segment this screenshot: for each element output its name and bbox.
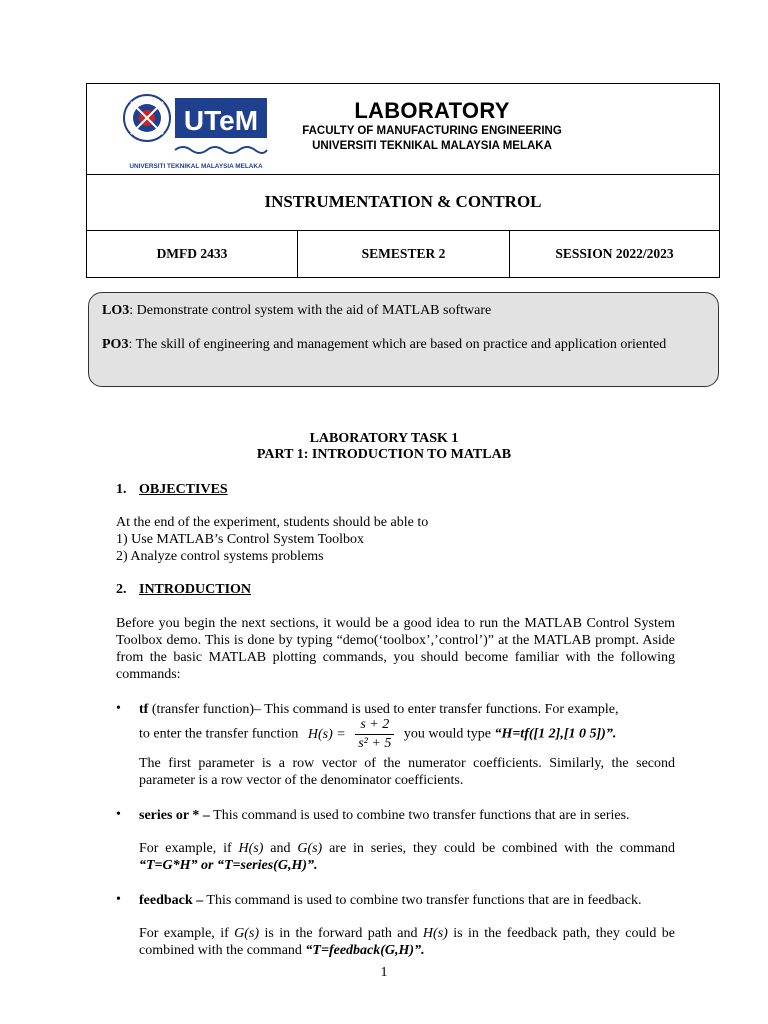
course-title: INSTRUMENTATION & CONTROL [264,192,542,211]
course-title-row [87,174,719,231]
transfer-function-fraction [355,716,394,753]
session: SESSION 2022/2023 [555,246,674,261]
tf-pre-formula: to enter the transfer function [139,726,299,742]
feedback-example [139,925,675,959]
bullet-icon: • [116,701,121,716]
po3-line [102,336,687,353]
feedback-ex-text: is in the forward path and [259,926,423,941]
series-command-name: series or * – [139,808,210,823]
formula-numerator: s + 2 [355,716,394,735]
objective-item: 2) Analyze control systems problems [116,549,324,564]
bullet-icon: • [116,892,121,907]
introduction-number: 2. [116,582,127,597]
feedback-code: “T=feedback(G,H)”. [305,943,425,958]
series-ex-g: G(s) [297,841,323,856]
objective-item: 1) Use MATLAB’s Control System Toolbox [116,532,365,547]
feedback-ex-g: G(s) [234,926,260,941]
tf-post-formula: you would type [403,726,491,742]
task-title: LABORATORY TASK 1 [309,431,459,446]
objectives-heading: OBJECTIVES [139,482,228,497]
series-ex-h: H(s) [238,841,264,856]
faculty-name: FACULTY OF MANUFACTURING ENGINEERING [302,125,562,137]
series-example [139,840,675,874]
lo3-label: LO3 [102,303,130,318]
series-code: “T=G*H” or “T=series(G,H)”. [139,858,318,873]
series-desc: This command is used to combine two transfer functions that are in series. [209,808,630,823]
feedback-desc: This command is used to combine two transfer functions that are in feedback. [203,893,642,908]
feedback-ex-text: For example, if [139,926,235,941]
header-table [86,83,720,278]
page-number: 1 [380,965,388,980]
formula-denominator: s² + 5 [358,736,392,751]
semester: SEMESTER 2 [361,246,446,261]
series-ex-text: are in series, they could be combined with the command [322,841,675,856]
po3-text: : The skill of engineering and management which are based on practice and application oriented [128,337,667,352]
logo-caption: UNIVERSITI TEKNIKAL MALAYSIA MELAKA [129,163,263,170]
lab-title: LABORATORY [354,98,510,123]
introduction-paragraph: Before you begin the next sections, it would be a good idea to run the MATLAB Control System Toolbox demo. This is done by typing “demo(‘toolbox’,’control’)” at the MATLAB prompt. Aside from the basic MATLAB plotting commands, you should become familiar with the following commands: [116,616,675,682]
header-title-row [87,84,719,175]
feedback-description [139,892,675,909]
tf-note: The first parameter is a row vector of the numerator coefficients. Similarly, the second parameter is a row vector of the denominator coefficients. [139,756,675,788]
university-name: UNIVERSITI TEKNIKAL MALAYSIA MELAKA [312,140,552,152]
tf-code: “H=tf([1 2],[1 0 5])”. [494,726,617,742]
lo3-line [102,302,702,319]
task-part: PART 1: INTRODUCTION TO MATLAB [256,447,512,462]
outcomes-box [88,292,719,387]
introduction-heading: INTRODUCTION [139,582,252,597]
lo3-text: : Demonstrate control system with the aid of MATLAB software [129,303,492,318]
logo-wordmark: UTeM [183,105,259,136]
series-ex-text: For example, if [139,841,239,856]
bullet-icon: • [116,807,121,822]
po3-label: PO3 [102,337,129,352]
formula-lhs: H(s) = [307,726,346,742]
course-info-row [87,230,719,278]
course-code: DMFD 2433 [156,246,228,261]
objectives-intro: At the end of the experiment, students should be able to [116,515,429,530]
tf-command-name: tf [139,702,149,717]
feedback-command-name: feedback – [139,893,204,908]
tf-formula-line [139,716,679,753]
feedback-ex-text: is in the feedback path, they could be combined with the command [139,926,675,958]
objectives-number: 1. [116,482,127,497]
series-description [139,807,675,824]
tf-desc: (transfer function)– This command is used to enter transfer functions. For example, [148,702,619,717]
feedback-ex-h: H(s) [422,926,448,941]
series-ex-text: and [263,841,298,856]
